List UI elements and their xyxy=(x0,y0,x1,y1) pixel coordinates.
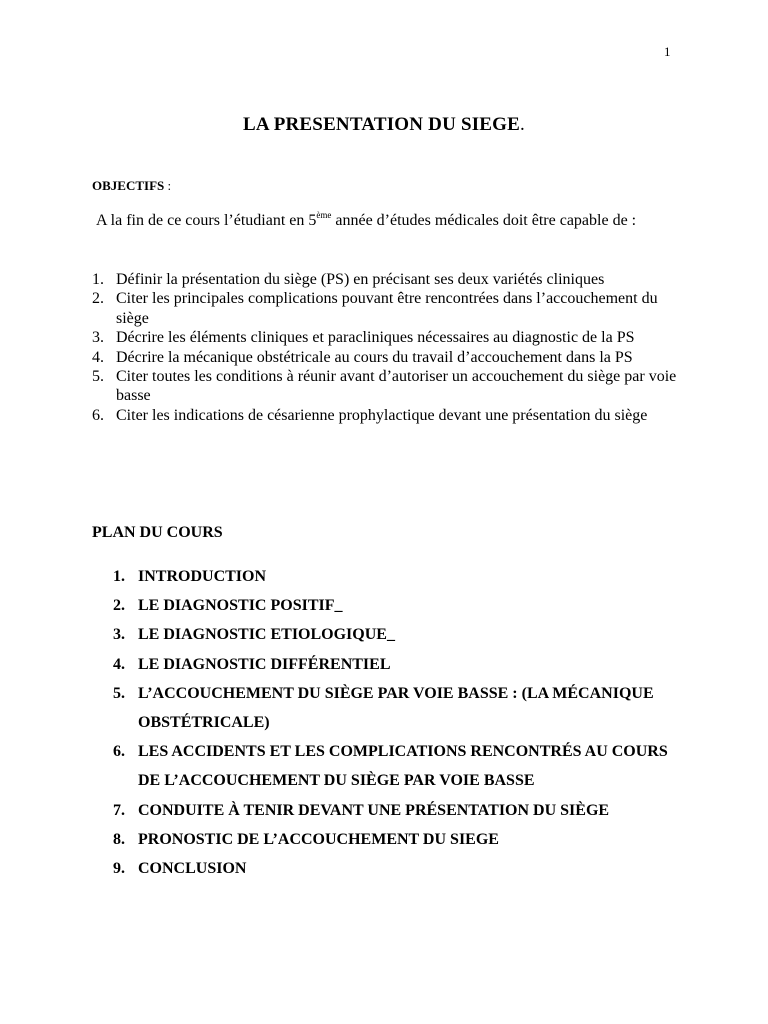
objectifs-colon: : xyxy=(164,178,172,193)
objective-number: 2. xyxy=(92,290,104,308)
plan-item xyxy=(113,796,683,825)
objective-text: Décrire la mécanique obstétricale au cours du travail d’accouchement dans la PS xyxy=(116,348,633,366)
objectifs-label: OBJECTIFS xyxy=(92,178,165,193)
objective-item xyxy=(92,289,682,328)
plan-item-text: LE DIAGNOSTIC ETIOLOGIQUE_ xyxy=(138,626,395,644)
plan-item xyxy=(113,620,683,649)
objective-text: Citer toutes les conditions à réunir avant d’autoriser un accouchement du siège par voie basse xyxy=(116,368,677,405)
plan-item-text: PRONOSTIC DE L’ACCOUCHEMENT DU SIEGE xyxy=(138,830,499,848)
plan-item-number: 5. xyxy=(113,684,125,702)
document-title xyxy=(0,114,768,136)
objective-item xyxy=(92,406,682,425)
objective-number: 1. xyxy=(92,271,104,288)
objective-text: Citer les indications de césarienne prophylactique devant une présentation du siège xyxy=(116,406,648,424)
objective-item xyxy=(92,328,682,347)
plan-item xyxy=(113,679,683,737)
plan-item xyxy=(113,591,683,620)
intro-part1: A la fin de ce cours l’étudiant en 5 xyxy=(96,212,317,229)
objective-item xyxy=(92,367,682,406)
objective-item xyxy=(92,270,682,289)
plan-item xyxy=(113,737,683,795)
objective-text: Citer les principales complications pouvant être rencontrées dans l’accouchement du siège xyxy=(116,290,658,327)
plan-item-number: 6. xyxy=(113,743,125,761)
intro-part2: année d’études médicales doit être capable de : xyxy=(331,212,637,229)
objective-item xyxy=(92,348,682,367)
plan-item-number: 8. xyxy=(113,830,125,848)
plan-item xyxy=(113,650,683,679)
page-number: 1 xyxy=(664,44,671,59)
plan-item-number: 4. xyxy=(113,655,125,673)
plan-item-number: 2. xyxy=(113,597,125,615)
plan-heading: PLAN DU COURS xyxy=(92,524,223,541)
title-period: . xyxy=(520,114,525,135)
objectives-list xyxy=(92,270,682,425)
plan-item xyxy=(113,854,683,883)
plan-item-number: 9. xyxy=(113,860,125,878)
intro-paragraph xyxy=(92,211,692,231)
plan-item-text: LE DIAGNOSTIC DIFFÉRENTIEL xyxy=(138,655,391,673)
objective-number: 6. xyxy=(92,406,104,424)
objective-number: 4. xyxy=(92,348,104,366)
objective-text: Définir la présentation du siège (PS) en précisant ses deux variétés cliniques xyxy=(116,271,605,288)
intro-superscript: ème xyxy=(316,210,332,220)
plan-item-text: LES ACCIDENTS ET LES COMPLICATIONS RENCONTRÉS AU COURS DE L’ACCOUCHEMENT DU SIÈGE PAR VOIE BASSE xyxy=(138,743,668,790)
plan-item-number: 7. xyxy=(113,801,125,819)
title-text: LA PRESENTATION DU SIEGE xyxy=(243,114,521,135)
plan-item xyxy=(113,562,683,591)
objective-text: Décrire les éléments cliniques et paracliniques nécessaires au diagnostic de la PS xyxy=(116,329,635,347)
plan-item-text: LE DIAGNOSTIC POSITIF_ xyxy=(138,597,343,615)
plan-item-text: CONDUITE À TENIR DEVANT UNE PRÉSENTATION DU SIÈGE xyxy=(138,801,610,819)
objective-number: 5. xyxy=(92,368,104,386)
plan-item-number: 1. xyxy=(113,568,125,585)
plan-item-number: 3. xyxy=(113,626,125,644)
objective-number: 3. xyxy=(92,329,104,347)
plan-list xyxy=(113,562,683,883)
plan-item-text: CONCLUSION xyxy=(138,860,247,878)
plan-item-text: L’ACCOUCHEMENT DU SIÈGE PAR VOIE BASSE : (LA MÉCANIQUE OBSTÉTRICALE) xyxy=(138,684,654,732)
objectifs-heading xyxy=(92,178,171,194)
plan-item xyxy=(113,825,683,854)
plan-item-text: INTRODUCTION xyxy=(138,568,267,585)
